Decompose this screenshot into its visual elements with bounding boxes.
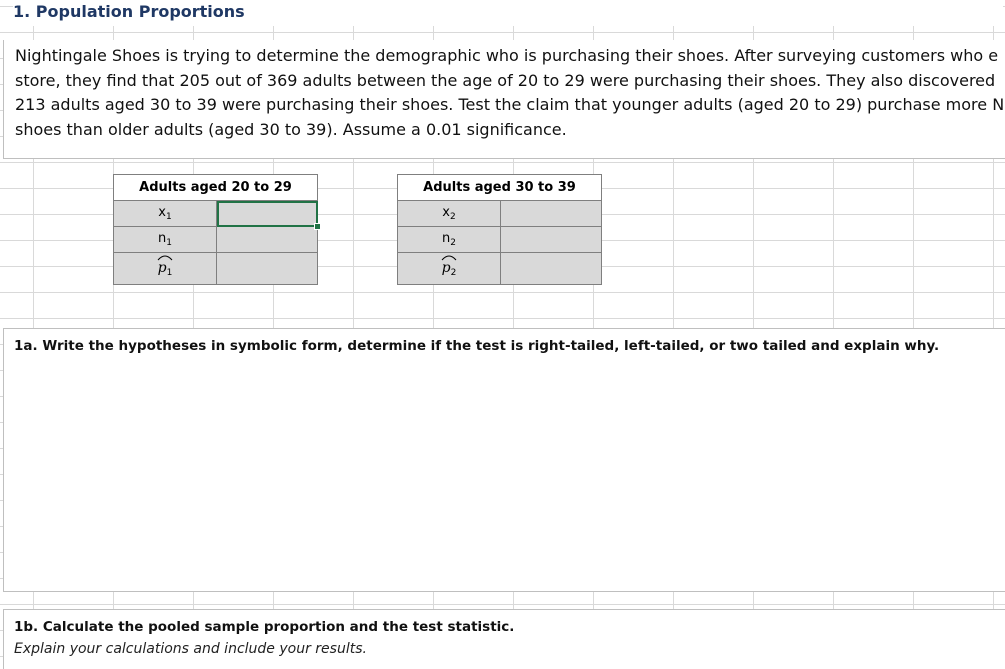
hat-icon xyxy=(157,254,173,261)
problem-line: Nightingale Shoes is trying to determine the demographic who is purchasing their shoes. After surveying customers who e xyxy=(15,46,999,65)
problem-line: shoes than older adults (aged 30 to 39). Assume a 0.01 significance. xyxy=(15,119,567,139)
x2-input-cell[interactable] xyxy=(501,201,602,227)
problem-statement-box[interactable] xyxy=(3,40,1005,159)
table-adults-20-29 xyxy=(113,174,318,285)
question-1b-answer-box[interactable] xyxy=(3,609,1005,669)
table-adults-30-39 xyxy=(397,174,602,285)
n1-label[interactable]: $n_1$ xyxy=(114,227,217,253)
x2-label[interactable]: $x_2$ xyxy=(398,201,501,227)
n2-input-cell[interactable] xyxy=(501,227,602,253)
x1-label[interactable]: $x_1$ xyxy=(114,201,217,227)
p-hat-1-label[interactable]: $p_1$ xyxy=(114,253,217,285)
question-1b-prompt: 1b. Calculate the pooled sample proportion and the test statistic. xyxy=(14,619,515,635)
section-title: 1. Population Proportions xyxy=(13,0,1003,26)
question-1b-instruction: Explain your calculations and include your results. xyxy=(14,641,367,657)
table-header[interactable]: Adults aged 20 to 29 xyxy=(114,175,318,201)
problem-statement xyxy=(15,44,1005,142)
hat-icon xyxy=(441,254,457,261)
x1-input-cell[interactable] xyxy=(217,201,318,227)
p-hat-1-input-cell[interactable] xyxy=(217,253,318,285)
question-1a-prompt: 1a. Write the hypotheses in symbolic form, determine if the test is right-tailed, left-tailed, or two tailed and explain why. xyxy=(14,338,940,354)
n1-input-cell[interactable] xyxy=(217,227,318,253)
n2-label[interactable]: $n_2$ xyxy=(398,227,501,253)
question-1a-answer-box[interactable] xyxy=(3,328,1005,592)
p-hat-2-input-cell[interactable] xyxy=(501,253,602,285)
fill-handle[interactable] xyxy=(314,223,321,230)
problem-line: 213 adults aged 30 to 39 were purchasing their shoes. Test the claim that younger adults (aged 20 to 29) purchase more N xyxy=(15,95,1005,114)
problem-line: store, they find that 205 out of 369 adults between the age of 20 to 29 were purchasing their shoes. They also discovered xyxy=(15,70,996,90)
table-header[interactable]: Adults aged 30 to 39 xyxy=(398,175,602,201)
p-hat-2-label[interactable]: $p_2$ xyxy=(398,253,501,285)
